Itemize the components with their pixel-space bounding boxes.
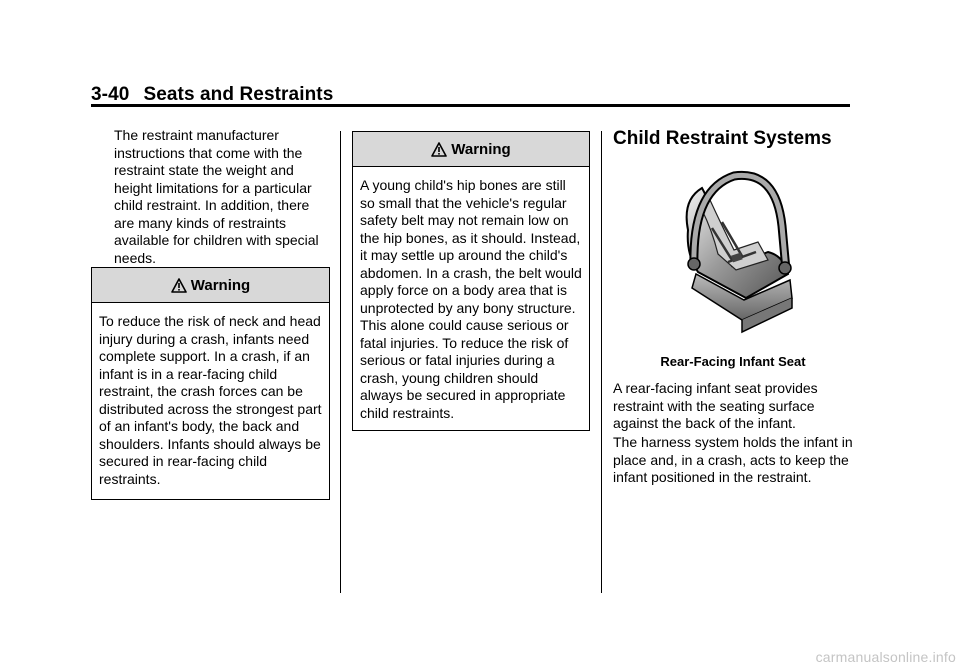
watermark: carmanualsonline.info (815, 649, 956, 665)
warning-box-hip-bones (352, 131, 590, 431)
rear-facing-infant-seat-illustration (672, 170, 798, 334)
warning-body: To reduce the risk of neck and head injury during a crash, infants need complete support. In a crash, if an infant is in a rear-facing child restraint, the crash forces can be distributed across the strongest part of an infant's body, the back and shoulders. Infants should always be secured in rear-facing child restraints. (99, 313, 322, 487)
warning-triangle-icon (171, 278, 187, 293)
intro-paragraph: The restraint manufacturer instructions that come with the restraint state the weight and height limitations for a particular child restraint. In addition, there are many kinds of restraints available for children with special needs. (114, 127, 319, 266)
paragraph-harness-description: The harness system holds the infant in place and, in a crash, acts to keep the infant positioned in the restraint. (613, 434, 853, 485)
paragraph-seat-description: A rear-facing infant seat provides restraint with the seating surface against the back of the infant. (613, 380, 818, 431)
warning-title-bar (353, 132, 589, 167)
column-divider-left (340, 131, 341, 593)
header-rule (91, 104, 850, 107)
warning-title: Warning (451, 140, 511, 158)
page-header (91, 84, 850, 106)
warning-box-infant (91, 267, 330, 500)
header-section-title: Seats and Restraints (143, 84, 334, 105)
figure-caption: Rear-Facing Infant Seat (660, 354, 806, 369)
warning-title: Warning (190, 276, 251, 294)
warning-title-bar (92, 268, 329, 303)
column-divider-right (601, 131, 602, 593)
page-number: 3-40 (91, 84, 130, 105)
warning-triangle-icon (431, 142, 447, 157)
section-title-child-restraint: Child Restraint Systems (613, 128, 832, 149)
warning-body: A young child's hip bones are still so small that the vehicle's regular safety belt may not remain low on the hip bones, as it should. Instead, it may settle up around the child's abdomen. In a crash, the belt would apply force on a body area that is unprotected by any bony structure. This alone could cause serious or fatal injuries. To reduce the risk of serious or fatal injuries during a crash, young children should always be secured in appropriate child restraints. (360, 177, 582, 421)
